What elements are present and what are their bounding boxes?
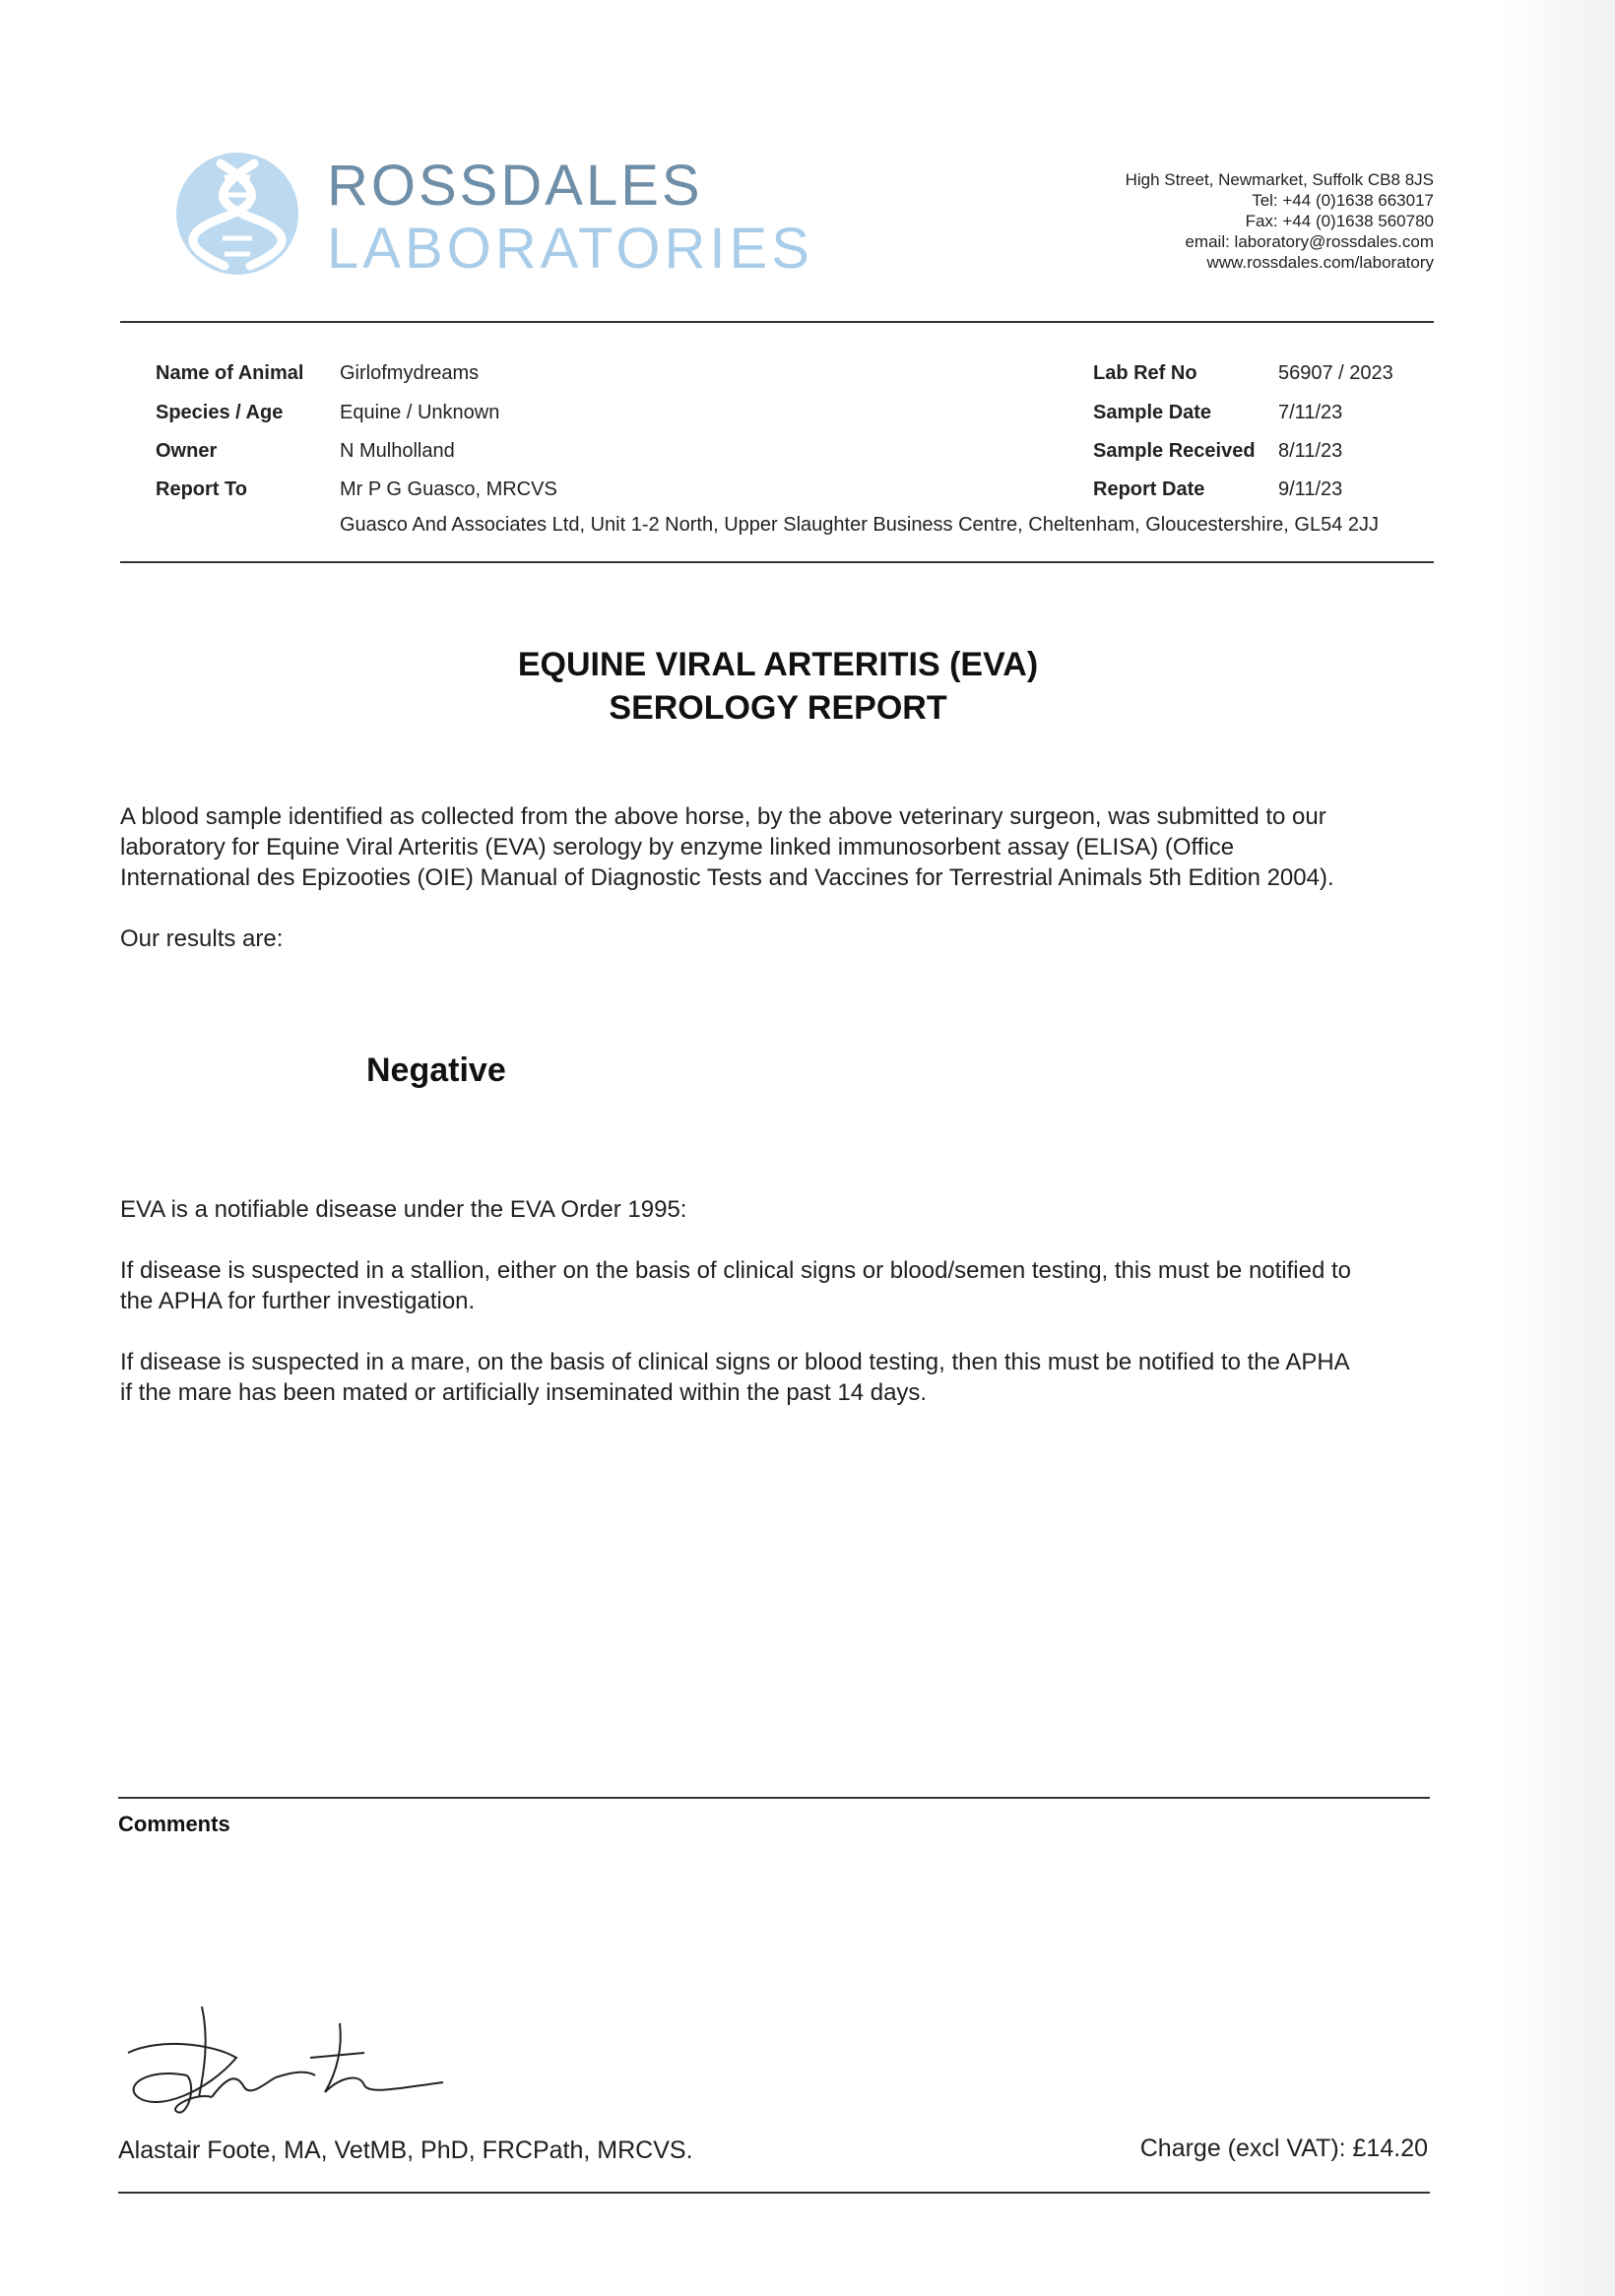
intro-line: laboratory for Equine Viral Arteritis (EVA) serology by enzyme linked immunosorbent assay (ELISA) (Office xyxy=(120,834,1235,861)
intro-line: A blood sample identified as collected from the above horse, by the above veterinary surgeon, was submitted to our xyxy=(120,803,1326,830)
owner-label: Owner xyxy=(156,440,218,462)
dna-logo-icon xyxy=(173,150,301,278)
results-intro: Our results are: xyxy=(120,925,284,952)
report-to-label: Report To xyxy=(156,478,247,500)
comments-label: Comments xyxy=(118,1812,230,1836)
mare-line: if the mare has been mated or artificially inseminated within the past 14 days. xyxy=(120,1379,928,1406)
comments-divider xyxy=(118,1797,1430,1799)
charge-amount: Charge (excl VAT): £14.20 xyxy=(1139,2135,1428,2162)
sample-date-label: Sample Date xyxy=(1093,402,1212,423)
report-title: EQUINE VIRAL ARTERITIS (EVA) xyxy=(517,646,1039,683)
contact-block xyxy=(1126,169,1434,273)
lab-ref-value: 56907 / 2023 xyxy=(1278,362,1393,384)
intro-line: International des Epizooties (OIE) Manual of Diagnostic Tests and Vaccines for Terrestrial Animals 5th Edition 2004). xyxy=(120,864,1334,891)
page-edge-shadow xyxy=(1497,0,1615,2296)
signature-image xyxy=(118,1999,463,2127)
header-divider xyxy=(120,321,1434,323)
stallion-line: the APHA for further investigation. xyxy=(120,1288,476,1314)
footer-divider xyxy=(118,2192,1430,2194)
sample-date-value: 7/11/23 xyxy=(1278,402,1343,423)
species-age-label: Species / Age xyxy=(156,402,284,423)
report-date-value: 9/11/23 xyxy=(1278,478,1343,500)
signer-name: Alastair Foote, MA, VetMB, PhD, FRCPath, MRCVS. xyxy=(118,2137,693,2164)
brand-subname: LABORATORIES xyxy=(327,217,813,281)
lab-fax: Fax: +44 (0)1638 560780 xyxy=(1245,212,1434,230)
notifiable-statement: EVA is a notifiable disease under the EVA Order 1995: xyxy=(120,1196,687,1223)
details-divider xyxy=(120,561,1434,563)
report-date-label: Report Date xyxy=(1093,478,1205,500)
stallion-paragraph xyxy=(120,1255,1430,1316)
brand-name: ROSSDALES xyxy=(327,154,703,218)
lab-address: High Street, Newmarket, Suffolk CB8 8JS xyxy=(1125,170,1434,189)
report-to-value: Mr P G Guasco, MRCVS xyxy=(340,478,557,500)
test-result: Negative xyxy=(366,1052,506,1089)
lab-website: www.rossdales.com/laboratory xyxy=(1206,253,1434,272)
report-to-address: Guasco And Associates Ltd, Unit 1-2 North, Upper Slaughter Business Centre, Cheltenham, Gloucestershire, GL54 2JJ xyxy=(340,514,1379,536)
name-of-animal-label: Name of Animal xyxy=(156,362,304,384)
mare-paragraph xyxy=(120,1347,1430,1408)
intro-paragraph xyxy=(120,801,1430,893)
name-of-animal-value: Girlofmydreams xyxy=(340,362,480,384)
lab-ref-label: Lab Ref No xyxy=(1093,362,1197,384)
stallion-line: If disease is suspected in a stallion, either on the basis of clinical signs or blood/semen testing, this must be notified to xyxy=(120,1257,1352,1284)
sample-received-value: 8/11/23 xyxy=(1278,440,1343,462)
report-subtitle: SEROLOGY REPORT xyxy=(609,689,947,727)
lab-telephone: Tel: +44 (0)1638 663017 xyxy=(1252,191,1434,210)
mare-line: If disease is suspected in a mare, on the basis of clinical signs or blood testing, then this must be notified to the APHA xyxy=(120,1349,1350,1375)
species-age-value: Equine / Unknown xyxy=(340,402,500,423)
owner-value: N Mulholland xyxy=(340,440,455,462)
lab-email: email: laboratory@rossdales.com xyxy=(1185,232,1434,251)
sample-received-label: Sample Received xyxy=(1093,440,1256,462)
